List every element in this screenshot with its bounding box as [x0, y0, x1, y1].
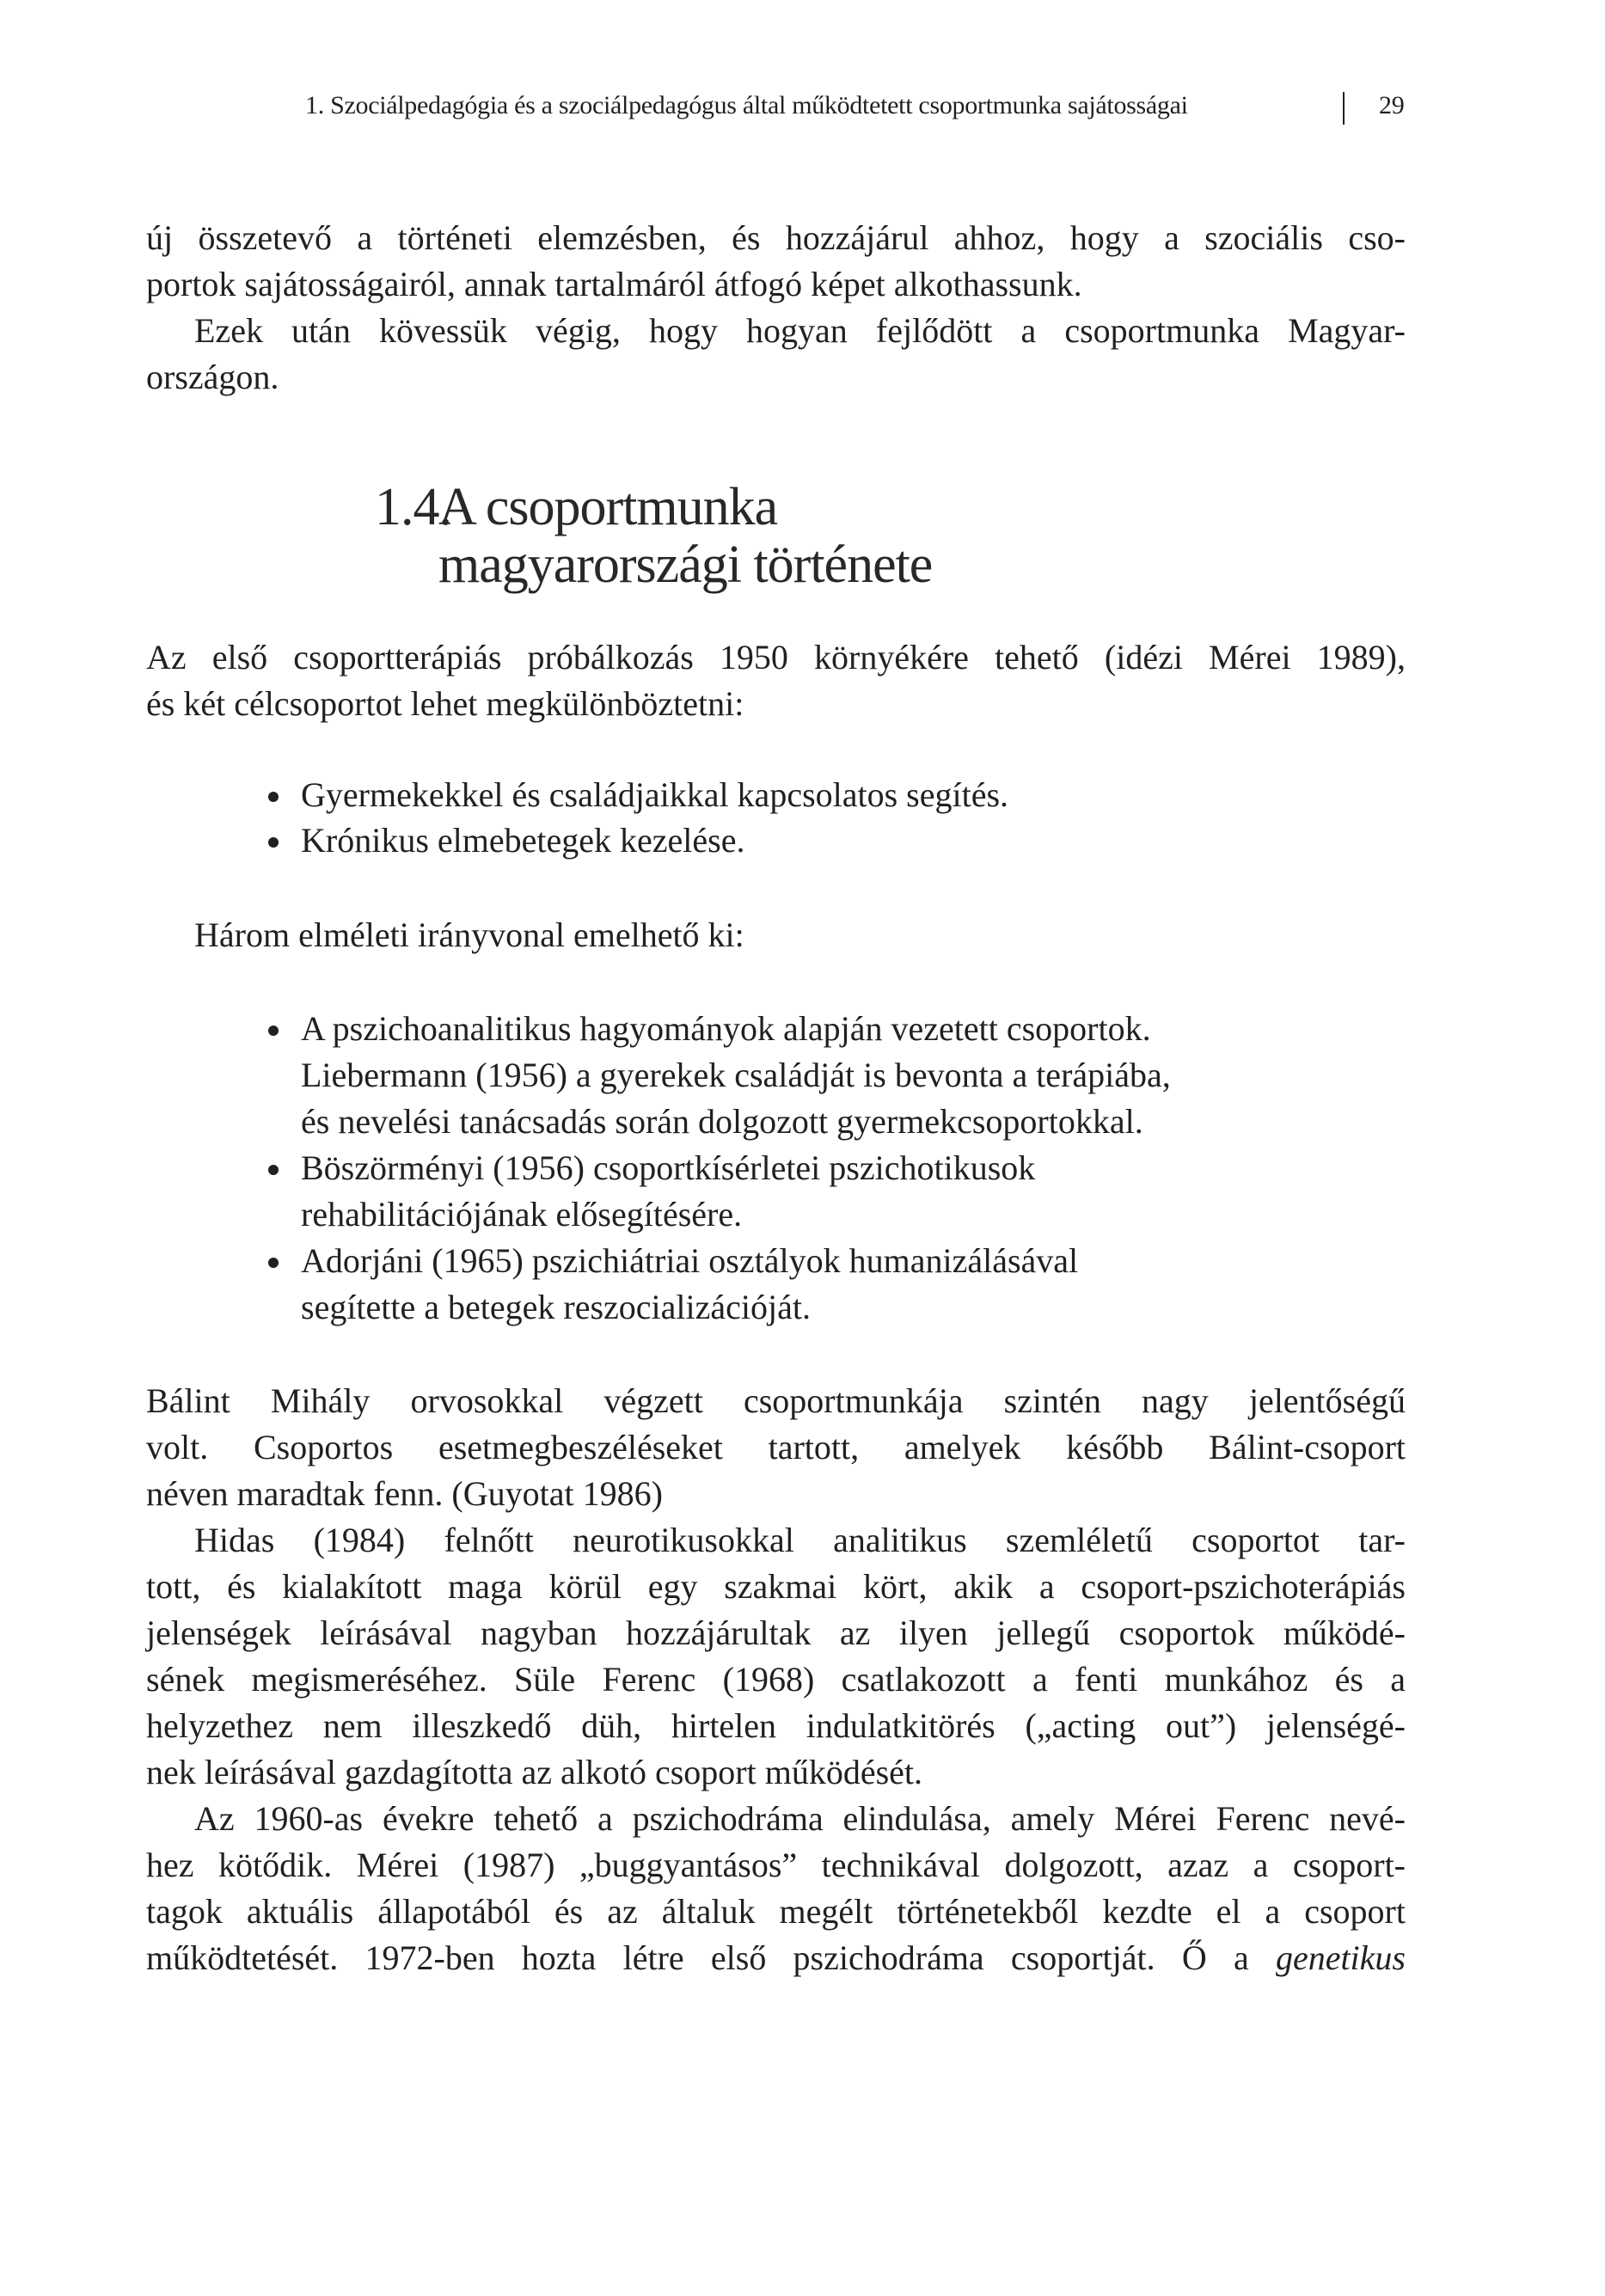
list-item-text: Gyermekekkel és családjaikkal kapcsolatos segítés. — [301, 775, 1009, 814]
italic-term: genetikus — [1275, 1938, 1406, 1977]
bullet-icon — [268, 1258, 279, 1268]
list-item-text: segítette a betegek reszocializációját. — [301, 1288, 812, 1326]
section-title-line-1: A csoportmunka — [438, 478, 778, 536]
paragraph-line: tagok aktuális állapotából és az általuk megélt történetekből kezdte el a csoport — [146, 1892, 1406, 1931]
paragraph-line — [146, 1935, 1406, 1981]
bullet-icon — [268, 837, 279, 848]
list-item-text: Böszörményi (1956) csoportkísérletei pszichotikusok — [301, 1148, 1036, 1187]
paragraph-line: jelenségek leírásával nagyban hozzájárultak az ilyen jellegű csoportok működé- — [146, 1613, 1406, 1652]
paragraph-line: Bálint Mihály orvosokkal végzett csoportmunkája szintén nagy jelentőségű — [146, 1381, 1406, 1420]
list-item-text: Adorjáni (1965) pszichiátriai osztályok humanizálásával — [301, 1241, 1079, 1280]
paragraph-line: hez kötődik. Mérei (1987) „buggyantásos” technikával dolgozott, azaz a csoport- — [146, 1846, 1406, 1884]
paragraph-line: volt. Csoportos esetmegbeszéléseket tartott, amelyek később Bálint-csoport — [146, 1428, 1406, 1466]
bullet-icon — [268, 1165, 279, 1175]
paragraph-line: néven maradtak fenn. (Guyotat 1986) — [146, 1474, 663, 1513]
paragraph-line: sének megismeréséhez. Süle Ferenc (1968) csatlakozott a fenti munkához és a — [146, 1660, 1406, 1699]
line-text: működtetését. 1972-ben hozta létre első pszichodráma csoportját. Ő a — [146, 1938, 1276, 1977]
theory-intro: Három elméleti irányvonal emelhető ki: — [194, 915, 744, 954]
paragraph-line: Az első csoportterápiás próbálkozás 1950 környékére tehető (idézi Mérei 1989), — [146, 638, 1406, 677]
list-item-text: Liebermann (1956) a gyerekek családját is bevonta a terápiába, — [301, 1056, 1171, 1094]
page-number: 29 — [1379, 91, 1405, 119]
section-title-line-2: magyarországi története — [438, 536, 933, 594]
paragraph-line: nek leírásával gazdagította az alkotó csoport működését. — [146, 1753, 923, 1791]
header-separator — [1343, 92, 1345, 125]
list-item-text: A pszichoanalitikus hagyományok alapján vezetett csoportok. — [301, 1009, 1151, 1048]
paragraph-line: Hidas (1984) felnőtt neurotikusokkal analitikus szemléletű csoportot tar- — [194, 1521, 1406, 1559]
paragraph-line: Az 1960-as évekre tehető a pszichodráma elindulása, amely Mérei Ferenc nevé- — [194, 1799, 1406, 1838]
list-item-text: és nevelési tanácsadás során dolgozott gyermekcsoportokkal. — [301, 1102, 1143, 1141]
bullet-icon — [268, 792, 279, 802]
paragraph-line: portok sajátosságairól, annak tartalmáról átfogó képet alkothassunk. — [146, 265, 1082, 303]
list-item-text: rehabilitációjának elősegítésére. — [301, 1195, 743, 1234]
section-number: 1.4. — [375, 478, 451, 536]
paragraph-line: helyzethez nem illeszkedő düh, hirtelen indulatkitörés („acting out”) jelenségé- — [146, 1706, 1406, 1745]
paragraph-line: és két célcsoportot lehet megkülönböztetni: — [146, 684, 744, 723]
list-item-text: Krónikus elmebetegek kezelése. — [301, 821, 745, 860]
bullet-icon — [268, 1026, 279, 1036]
paragraph-line: országon. — [146, 358, 279, 396]
running-header-title: 1. Szociálpedagógia és a szociálpedagógus által működtetett csoportmunka sajátosságai — [305, 91, 1188, 119]
paragraph-line: tott, és kialakított maga körül egy szakmai kört, akik a csoport-pszichoterápiás — [146, 1567, 1406, 1606]
paragraph-line: Ezek után kövessük végig, hogy hogyan fejlődött a csoportmunka Magyar- — [194, 311, 1406, 350]
paragraph-line: új összetevő a történeti elemzésben, és hozzájárul ahhoz, hogy a szociális cso- — [146, 218, 1406, 257]
